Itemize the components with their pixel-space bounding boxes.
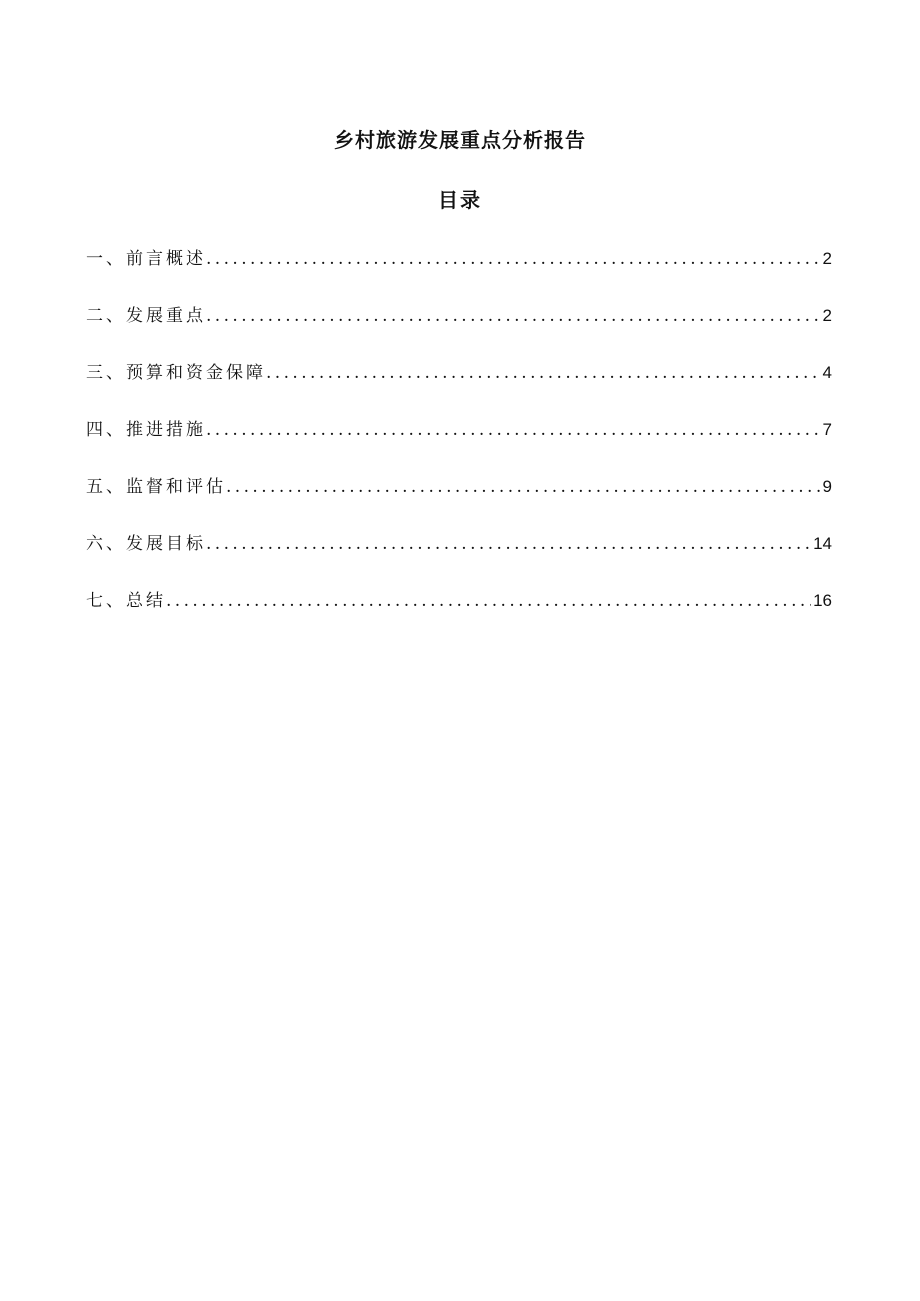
toc-entry-supervision[interactable] <box>86 472 832 529</box>
toc-entry-goals[interactable] <box>86 529 832 586</box>
toc-entry-page: 9 <box>822 477 832 496</box>
toc-dot-leader <box>166 591 811 611</box>
toc-entry-label: 二、发展重点 <box>86 306 206 326</box>
toc-entry-label: 三、预算和资金保障 <box>86 363 266 383</box>
toc-dot-leader <box>226 477 821 497</box>
toc-entry-label: 七、总结 <box>86 591 166 611</box>
toc-dot-leader <box>206 306 821 326</box>
toc-entry-key-points[interactable] <box>86 301 832 358</box>
toc-entry-summary[interactable] <box>86 586 832 643</box>
toc-entry-page: 2 <box>822 249 832 268</box>
toc-entry-foreword[interactable] <box>86 244 832 301</box>
toc-entry-budget[interactable] <box>86 358 832 415</box>
toc-dot-leader <box>206 534 811 554</box>
toc-dot-leader <box>206 249 821 269</box>
toc-entry-label: 六、发展目标 <box>86 534 206 554</box>
toc-dot-leader <box>266 363 821 383</box>
toc-heading: 目录 <box>438 188 482 212</box>
toc-entry-page: 2 <box>822 306 832 325</box>
toc-entry-measures[interactable] <box>86 415 832 472</box>
document-title: 乡村旅游发展重点分析报告 <box>334 128 586 152</box>
toc-entry-page: 16 <box>813 591 832 610</box>
toc-entry-label: 五、监督和评估 <box>86 477 226 497</box>
toc-entry-label: 四、推进措施 <box>86 420 206 440</box>
table-of-contents <box>86 244 832 643</box>
toc-entry-page: 7 <box>822 420 832 439</box>
toc-entry-page: 14 <box>813 534 832 553</box>
toc-entry-page: 4 <box>822 363 832 382</box>
toc-dot-leader <box>206 420 821 440</box>
toc-entry-label: 一、前言概述 <box>86 249 206 269</box>
